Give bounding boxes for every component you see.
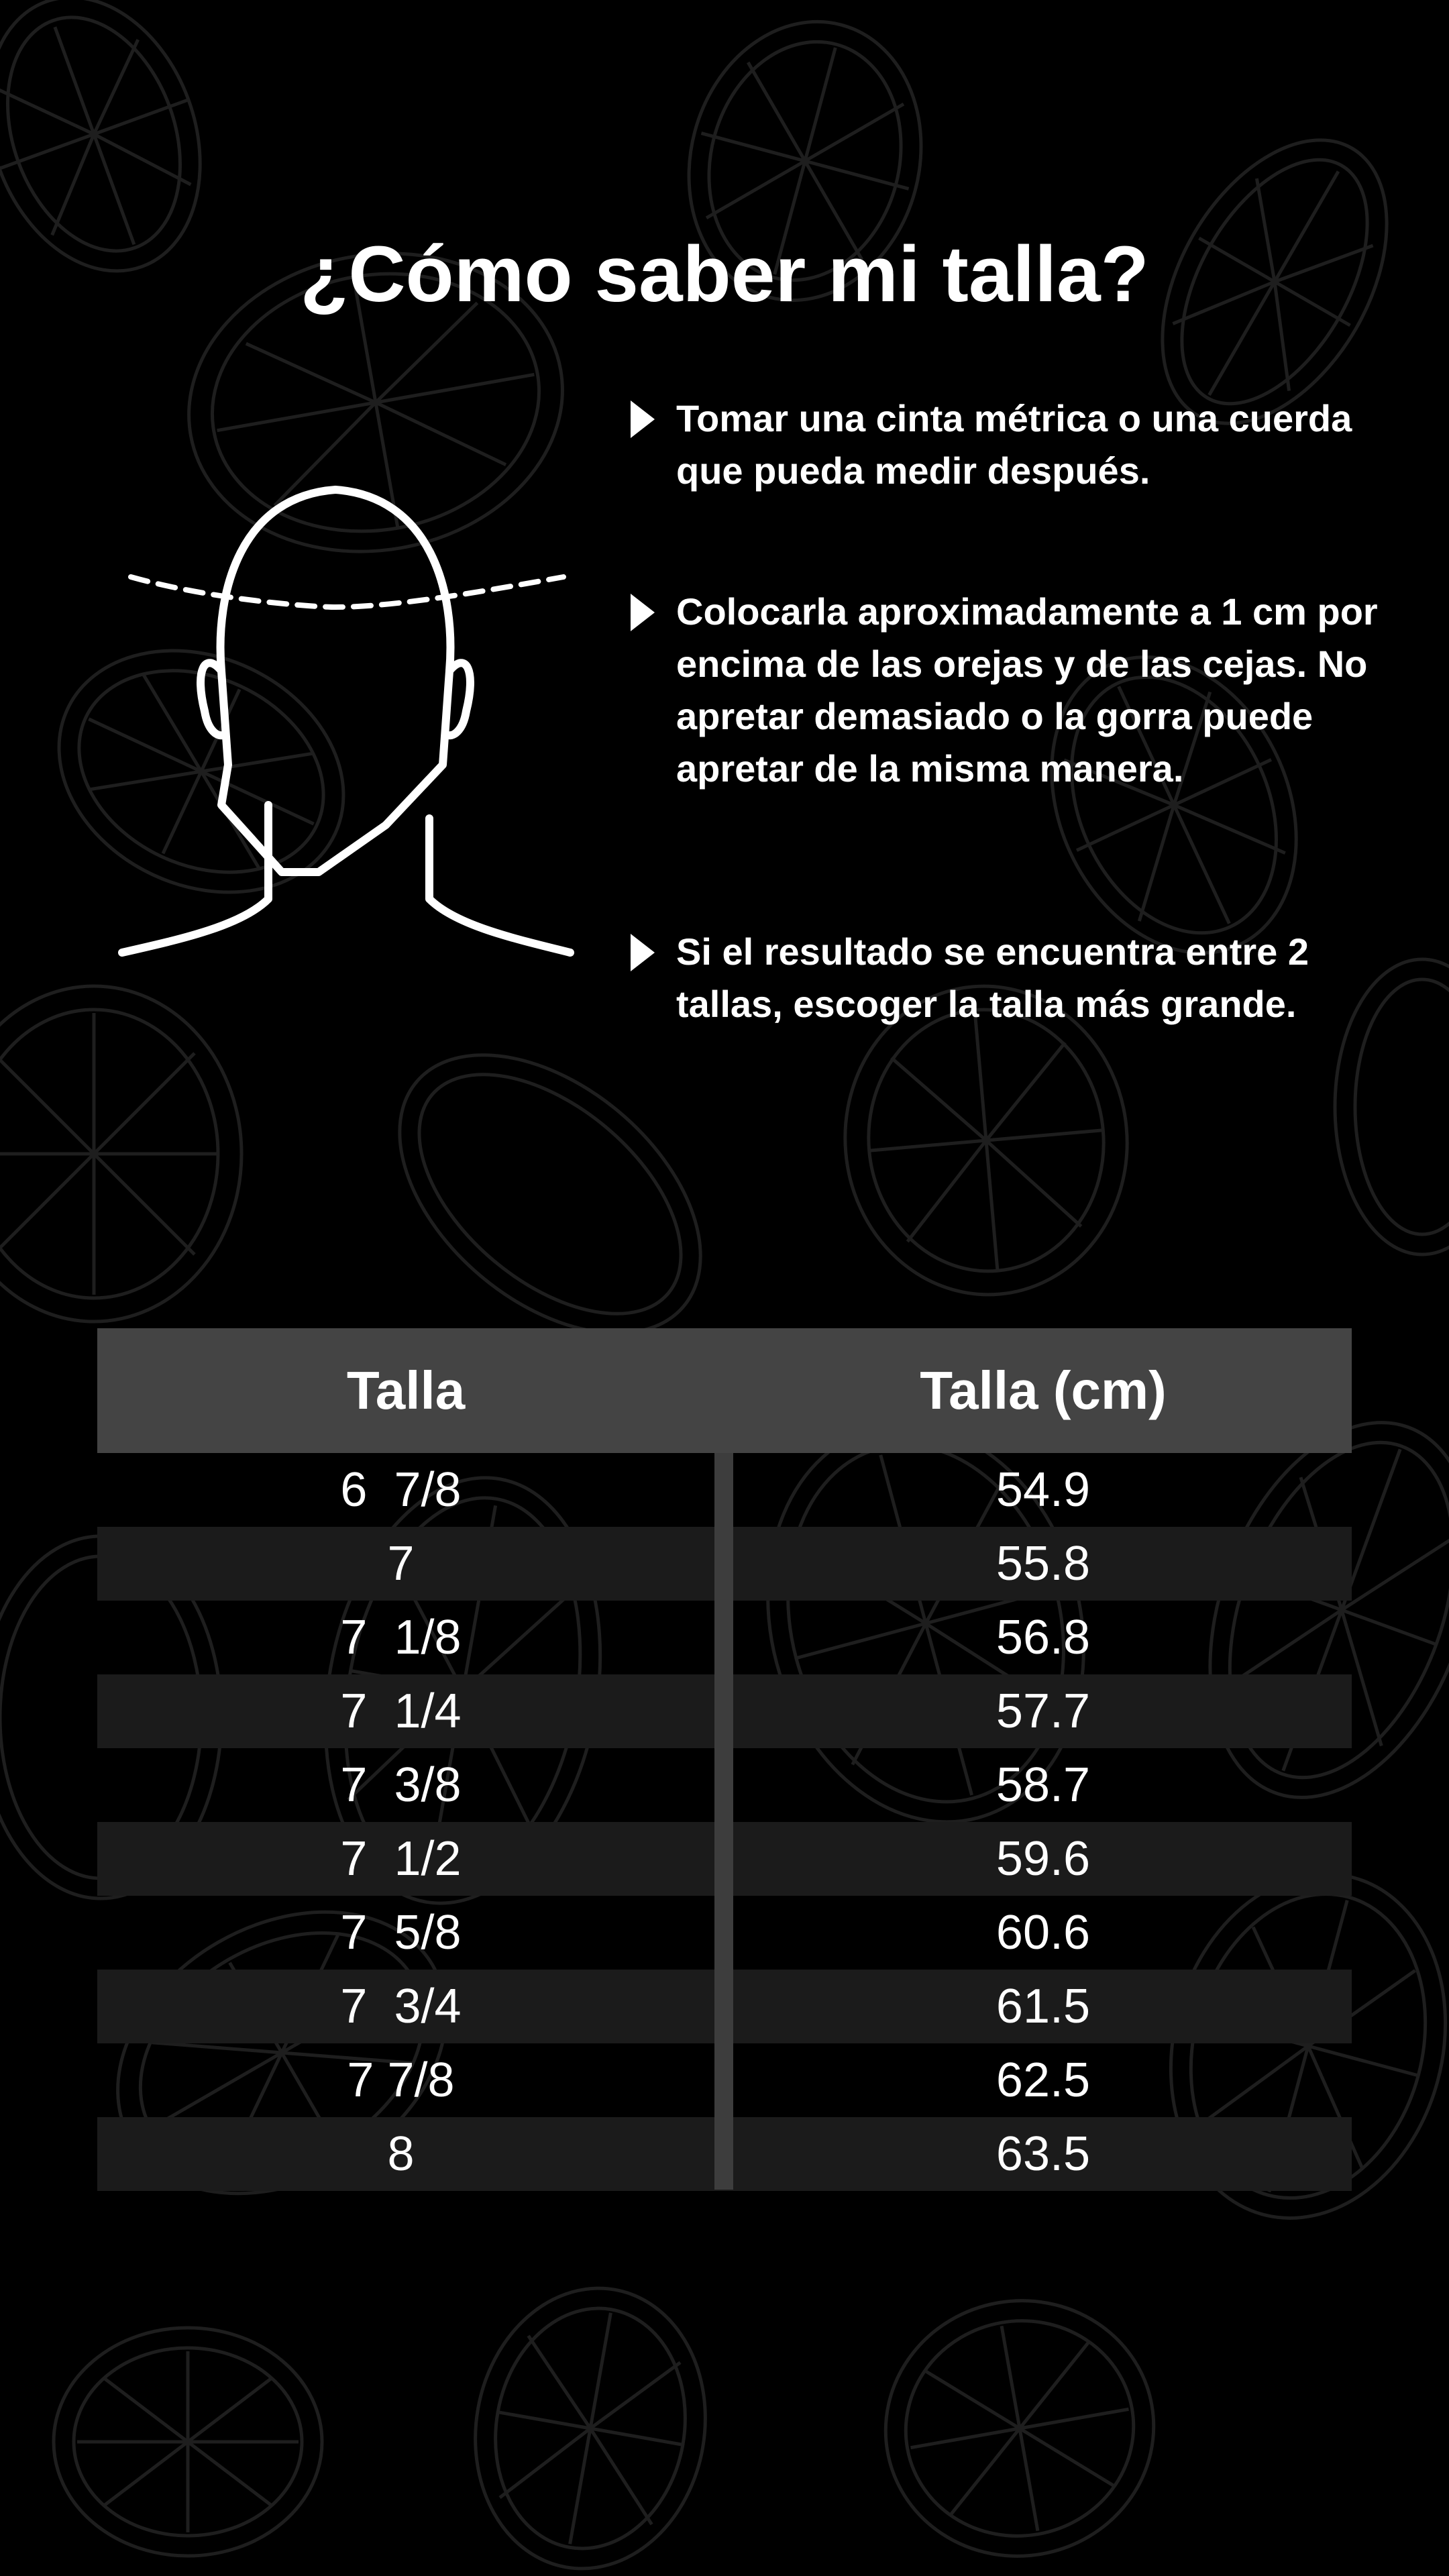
column-header-size: Talla: [346, 1360, 466, 1420]
triangle-bullet-icon: [631, 594, 655, 631]
column-header-cm: Talla (cm): [920, 1360, 1167, 1420]
table-header: [97, 1328, 1352, 1453]
size-cell: 7 3/4: [340, 1980, 462, 2033]
head-measure-icon: [114, 470, 584, 979]
cm-cell: 63.5: [996, 2127, 1091, 2181]
cm-cell: 56.8: [996, 1611, 1091, 1664]
size-cell: 8: [387, 2127, 415, 2181]
cm-cell: 61.5: [996, 1980, 1091, 2033]
cm-cell: 55.8: [996, 1537, 1091, 1591]
cm-cell: 57.7: [996, 1684, 1091, 1738]
cm-cell: 58.7: [996, 1758, 1091, 1812]
instruction-text-2: Colocarla aproximadamente a 1 cm por encima de las orejas y de las cejas. No apretar demasiado o la gorra puede apretar de la misma manera.: [676, 590, 1378, 790]
triangle-bullet-icon: [631, 934, 655, 971]
size-cell: 7 1/4: [340, 1684, 462, 1738]
size-cell: 7 1/2: [340, 1832, 462, 1886]
cm-cell: 54.9: [996, 1463, 1091, 1517]
instruction-text-1: Tomar una cinta métrica o una cuerda que pueda medir después.: [676, 397, 1352, 492]
cm-cell: 59.6: [996, 1832, 1091, 1886]
size-cell: 7 1/8: [340, 1611, 462, 1664]
instruction-text-3: Si el resultado se encuentra entre 2 tallas, escoger la talla más grande.: [676, 930, 1309, 1025]
size-cell: 6 7/8: [340, 1463, 462, 1517]
size-cell: 7 3/8: [340, 1758, 462, 1812]
size-cell: 7 5/8: [340, 1906, 462, 1960]
size-cell: 7 7/8: [347, 2053, 455, 2107]
cm-cell: 62.5: [996, 2053, 1091, 2107]
column-divider: [714, 1453, 733, 2190]
page-title: ¿Cómo saber mi talla?: [300, 230, 1149, 319]
triangle-bullet-icon: [631, 400, 655, 438]
size-cell: 7: [387, 1537, 415, 1591]
cm-cell: 60.6: [996, 1906, 1091, 1960]
